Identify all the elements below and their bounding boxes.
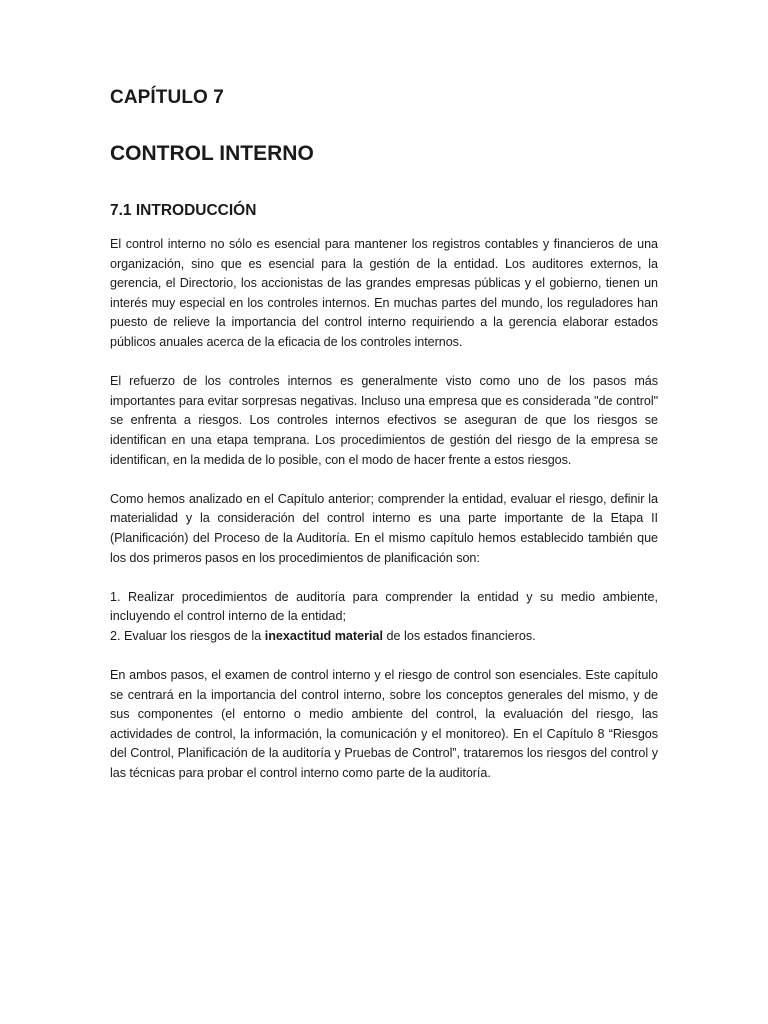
- list-item: 1. Realizar procedimientos de auditoría para comprender la entidad y su medio ambiente, incluyendo el control interno de la entidad;: [110, 589, 658, 624]
- paragraph-controls: El refuerzo de los controles internos es generalmente visto como uno de los pasos más importantes para evitar sorpresas negativas. Incluso una empresa que es considerada "de control" se enfrenta a riesgos. Los controles internos efectivos se aseguran de que los riesgos se identifican en una etapa temprana. Los procedimientos de gestión del riesgo de la empresa se identifican, en la medida de lo posible, con el modo de hacer frente a estos riesgos.: [110, 374, 658, 467]
- paragraph-intro: El control interno no sólo es esencial para mantener los registros contables y financieros de una organización, sino que es esencial para la gestión de la entidad. Los auditores externos, la gerencia, el Directorio, los accionistas de las grandes empresas públicas y el gobierno, tienen un interés muy especial en los controles internos. En muchas partes del mundo, los reguladores han puesto de relieve la importancia del control interno requiriendo a la gerencia elaborar estados públicos anuales acerca de la eficacia de los controles internos.: [110, 237, 658, 349]
- body-text: [110, 235, 658, 784]
- planning-steps-list: [110, 588, 658, 647]
- paragraph-closing: En ambos pasos, el examen de control interno y el riesgo de control son esenciales. Este capítulo se centrará en la importancia del control interno, sobre los conceptos generales del mismo, y de sus componentes (el entorno o medio ambiente del control, la evaluación del riesgo, las actividades de control, la información, la comunicación y el monitoreo). En el Capítulo 8 “Riesgos del Control, Planificación de la auditoría y Pruebas de Control”, trataremos los riesgos del control y las técnicas para probar el control interno como parte de la auditoría.: [110, 668, 658, 781]
- section-title: 7.1 INTRODUCCIÓN: [110, 202, 257, 219]
- bold-term: inexactitud material: [264, 628, 384, 643]
- list-item: [110, 627, 658, 647]
- list-item-text: de los estados financieros.: [383, 628, 536, 643]
- paragraph-planning: Como hemos analizado en el Capítulo anterior; comprender la entidad, evaluar el riesgo, definir la materialidad y la consideración del control interno es una parte importante de la Etapa II (Planificación) del Proceso de la Auditoría. En el mismo capítulo hemos establecido también que los dos primeros pasos en los procedimientos de planificación son:: [110, 491, 658, 565]
- chapter-title: CONTROL INTERNO: [110, 142, 314, 165]
- chapter-label: CAPÍTULO 7: [110, 87, 224, 108]
- list-item-text: 2. Evaluar los riesgos de la: [110, 628, 265, 643]
